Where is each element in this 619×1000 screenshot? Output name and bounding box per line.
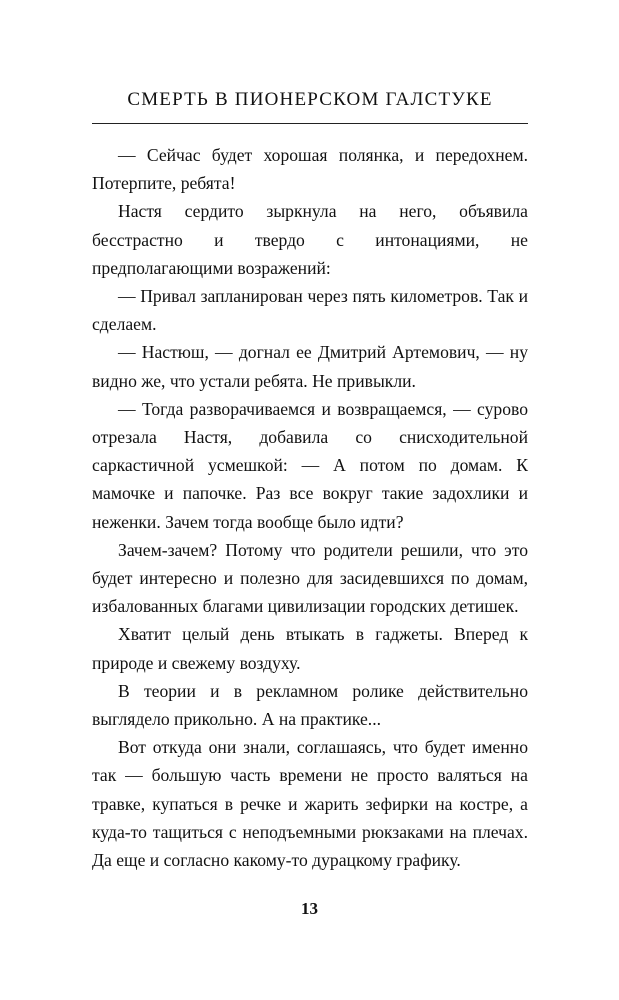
paragraph: — Привал запланирован через пять километров. Так и сделаем. bbox=[92, 286, 528, 335]
paragraph: — Тогда разворачиваемся и возвращаемся, — сурово отрезала Настя, добавила со снисходительной саркастичной усмешкой: — А потом по домам. К мамочке и папочке. Раз все вокруг такие задохлики и неженки. Зачем тогда вообще было идти? bbox=[92, 398, 528, 532]
running-title: СМЕРТЬ В ПИОНЕРСКОМ ГАЛСТУКЕ bbox=[127, 89, 493, 110]
paragraph: Вот откуда они знали, соглашаясь, что будет именно так — большую часть времени не просто валяться на травке, купаться в речке и жарить зефирки на костре, а куда-то тащиться с неподъемными рюкзаками на плечах. Да еще и согласно какому-то дурацкому графику. bbox=[92, 737, 528, 871]
paragraph: В теории и в рекламном ролике действительно выглядело прикольно. А на практике... bbox=[92, 680, 528, 730]
header-rule bbox=[92, 123, 528, 124]
page-number: 13 bbox=[301, 899, 318, 918]
paragraph: Зачем-зачем? Потому что родители решили, что это будет интересно и полезно для засидевшихся по домам, избалованных благами цивилизации городских детишек. bbox=[92, 539, 528, 617]
paragraph: — Настюш, — догнал ее Дмитрий Артемович, — ну видно же, что устали ребята. Не привыкли. bbox=[92, 342, 528, 391]
paragraph: Настя сердито зыркнула на него, объявила бесстрастно и твердо с интонациями, не предполагающими возражений: bbox=[92, 201, 528, 278]
paragraph: Хватит целый день втыкать в гаджеты. Вперед к природе и свежему воздуху. bbox=[92, 624, 528, 673]
paragraph: — Сейчас будет хорошая полянка, и передохнем. Потерпите, ребята! bbox=[92, 145, 528, 194]
body-text bbox=[92, 141, 528, 874]
